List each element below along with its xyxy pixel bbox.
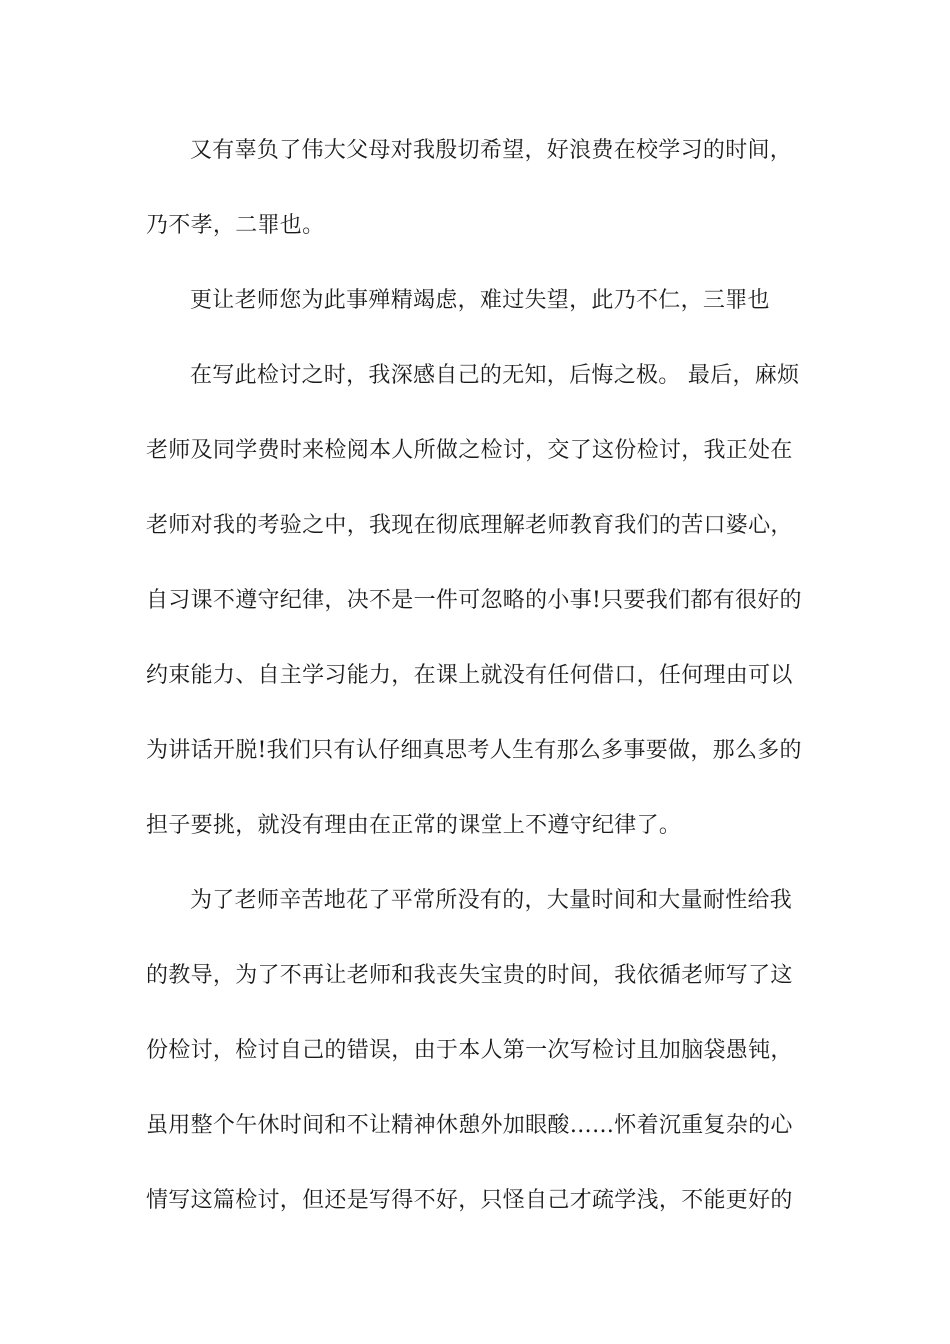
text-line-5: 老师及同学费时来检阅本人所做之检讨，交了这份检讨，我正处在 — [146, 438, 793, 463]
text-line-7: 自习课不遵守纪律，决不是一件可忽略的小事!只要我们都有很好的 — [146, 588, 802, 613]
text-line-4: 在写此检讨之时，我深感自己的无知，后悔之极。 最后，麻烦 — [190, 363, 800, 388]
text-line-14: 虽用整个午休时间和不让精神休憩外加眼酸……怀着沉重复杂的心 — [146, 1113, 793, 1138]
text-line-2: 乃不孝，二罪也。 — [146, 213, 325, 238]
text-line-6: 老师对我的考验之中，我现在彻底理解老师教育我们的苦口婆心， — [146, 513, 793, 538]
text-line-12: 的教导，为了不再让老师和我丧失宝贵的时间，我依循老师写了这 — [146, 963, 793, 988]
text-line-11: 为了老师辛苦地花了平常所没有的，大量时间和大量耐性给我 — [190, 888, 793, 913]
text-line-13: 份检讨，检讨自己的错误，由于本人第一次写检讨且加脑袋愚钝， — [146, 1038, 793, 1063]
text-line-10: 担子要挑，就没有理由在正常的课堂上不遵守纪律了。 — [146, 813, 682, 838]
text-line-1: 又有辜负了伟大父母对我殷切希望，好浪费在校学习的时间， — [190, 138, 793, 163]
text-line-3: 更让老师您为此事殚精竭虑，难过失望，此乃不仁，三罪也 — [190, 288, 770, 313]
text-line-15: 情写这篇检讨，但还是写得不好，只怪自己才疏学浅，不能更好的 — [146, 1188, 793, 1213]
text-line-8: 约束能力、自主学习能力，在课上就没有任何借口，任何理由可以 — [146, 663, 793, 688]
text-line-9: 为讲话开脱!我们只有认仔细真思考人生有那么多事要做，那么多的 — [146, 738, 802, 763]
